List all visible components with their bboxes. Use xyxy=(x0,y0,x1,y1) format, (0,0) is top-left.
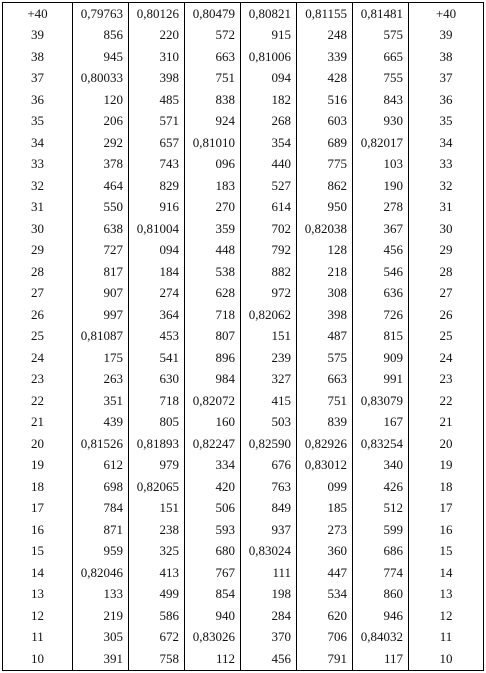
row-label-left: 14 xyxy=(3,562,73,584)
row-label-right: 36 xyxy=(439,91,453,107)
value-cell: 292 xyxy=(73,132,129,154)
value-cell: 686 xyxy=(353,541,409,563)
value-cell: 689 xyxy=(297,132,353,154)
value-cell: 378 xyxy=(73,154,129,176)
value-cell: 398 xyxy=(129,68,185,90)
value-cell: 593 xyxy=(185,519,241,541)
value-cell: 950 xyxy=(297,197,353,219)
value-cell: 185 xyxy=(297,498,353,520)
value-cell: 807 xyxy=(185,326,241,348)
row-label-right: 16 xyxy=(439,521,453,537)
value-cell: 0,82038 xyxy=(297,218,353,240)
value-cell: 657 xyxy=(129,132,185,154)
value-cell: 151 xyxy=(129,498,185,520)
value-cell: 268 xyxy=(241,111,297,133)
value-cell: 815 xyxy=(353,326,409,348)
value-cell: 775 xyxy=(297,154,353,176)
value-cell: 263 xyxy=(73,369,129,391)
value-cell: 784 xyxy=(73,498,129,520)
value-cell: 370 xyxy=(241,627,297,649)
row-label-right: 15 xyxy=(439,543,453,559)
value-cell: 428 xyxy=(297,68,353,90)
table-row xyxy=(3,476,483,498)
value-cell: 916 xyxy=(129,197,185,219)
value-cell: 160 xyxy=(185,412,241,434)
row-label-right: 11 xyxy=(439,629,453,645)
value-cell: 843 xyxy=(353,89,409,111)
row-label-left: 24 xyxy=(3,347,73,369)
value-cell: 603 xyxy=(297,111,353,133)
value-cell: 0,81526 xyxy=(73,433,129,455)
row-label-right: 21 xyxy=(439,414,453,430)
value-cell: 541 xyxy=(129,347,185,369)
value-cell: 930 xyxy=(353,111,409,133)
value-cell: 351 xyxy=(73,390,129,412)
value-cell: 133 xyxy=(73,584,129,606)
table-row xyxy=(3,240,483,262)
values-table xyxy=(2,2,484,671)
value-cell: 0,83079 xyxy=(353,390,409,412)
value-cell: 758 xyxy=(129,648,185,670)
table-row xyxy=(3,111,483,133)
value-cell: 339 xyxy=(297,46,353,68)
value-cell: 0,83254 xyxy=(353,433,409,455)
value-cell: 612 xyxy=(73,455,129,477)
value-cell: 0,81004 xyxy=(129,218,185,240)
value-cell: 972 xyxy=(241,283,297,305)
value-cell: 984 xyxy=(185,369,241,391)
value-cell: 0,82590 xyxy=(241,433,297,455)
table-row xyxy=(3,304,483,326)
row-label-left: 21 xyxy=(3,412,73,434)
table-row xyxy=(3,218,483,240)
table-row xyxy=(3,347,483,369)
value-cell: 665 xyxy=(353,46,409,68)
row-label-right: 19 xyxy=(439,457,453,473)
row-label-right: 12 xyxy=(439,607,453,623)
value-cell: 094 xyxy=(129,240,185,262)
value-cell: 838 xyxy=(185,89,241,111)
value-cell: 0,83012 xyxy=(297,455,353,477)
value-cell: 096 xyxy=(185,154,241,176)
value-cell: 359 xyxy=(185,218,241,240)
value-cell: 672 xyxy=(129,627,185,649)
value-cell: 839 xyxy=(297,412,353,434)
row-label-left: 32 xyxy=(3,175,73,197)
value-cell: 0,81006 xyxy=(241,46,297,68)
table-row xyxy=(3,89,483,111)
row-label-left: 38 xyxy=(3,46,73,68)
value-cell: 718 xyxy=(185,304,241,326)
value-cell: 310 xyxy=(129,46,185,68)
value-cell: 538 xyxy=(185,261,241,283)
value-cell: 206 xyxy=(73,111,129,133)
row-label-right: 31 xyxy=(439,199,453,215)
value-cell: 817 xyxy=(73,261,129,283)
value-cell: 871 xyxy=(73,519,129,541)
value-cell: 534 xyxy=(297,584,353,606)
value-cell: 0,81481 xyxy=(353,3,409,25)
value-cell: 572 xyxy=(185,25,241,47)
value-cell: 751 xyxy=(185,68,241,90)
value-cell: 636 xyxy=(353,283,409,305)
row-label-right: 28 xyxy=(439,263,453,279)
value-cell: 550 xyxy=(73,197,129,219)
row-label-left: 20 xyxy=(3,433,73,455)
row-label-right: 10 xyxy=(439,650,453,666)
value-cell: 151 xyxy=(241,326,297,348)
value-cell: 763 xyxy=(241,476,297,498)
value-cell: 546 xyxy=(353,261,409,283)
value-cell: 128 xyxy=(297,240,353,262)
row-label-left: 36 xyxy=(3,89,73,111)
value-cell: 792 xyxy=(241,240,297,262)
value-cell: 575 xyxy=(297,347,353,369)
value-cell: 718 xyxy=(129,390,185,412)
value-cell: 220 xyxy=(129,25,185,47)
value-cell: 726 xyxy=(353,304,409,326)
value-cell: 959 xyxy=(73,541,129,563)
value-cell: 238 xyxy=(129,519,185,541)
value-cell: 198 xyxy=(241,584,297,606)
value-cell: 630 xyxy=(129,369,185,391)
value-cell: 284 xyxy=(241,605,297,627)
value-cell: 743 xyxy=(129,154,185,176)
value-cell: 219 xyxy=(73,605,129,627)
value-cell: 907 xyxy=(73,283,129,305)
value-cell: 094 xyxy=(241,68,297,90)
value-cell: 0,81087 xyxy=(73,326,129,348)
value-cell: 391 xyxy=(73,648,129,670)
value-cell: 456 xyxy=(353,240,409,262)
value-cell: 620 xyxy=(297,605,353,627)
row-label-left: 19 xyxy=(3,455,73,477)
value-cell: 915 xyxy=(241,25,297,47)
value-cell: 527 xyxy=(241,175,297,197)
value-cell: 0,81010 xyxy=(185,132,241,154)
row-label-right: 24 xyxy=(439,349,453,365)
row-label-left: 18 xyxy=(3,476,73,498)
row-label-left: 17 xyxy=(3,498,73,520)
value-cell: 882 xyxy=(241,261,297,283)
row-label-left: 22 xyxy=(3,390,73,412)
value-cell: 774 xyxy=(353,562,409,584)
row-label-right: 26 xyxy=(439,306,453,322)
row-label-left: 12 xyxy=(3,605,73,627)
value-cell: 420 xyxy=(185,476,241,498)
value-cell: 856 xyxy=(73,25,129,47)
value-cell: 516 xyxy=(297,89,353,111)
value-cell: 599 xyxy=(353,519,409,541)
value-cell: 751 xyxy=(297,390,353,412)
table-row xyxy=(3,261,483,283)
value-cell: 614 xyxy=(241,197,297,219)
value-cell: 413 xyxy=(129,562,185,584)
value-cell: 0,82062 xyxy=(241,304,297,326)
row-label-right: 17 xyxy=(439,500,453,516)
value-cell: 184 xyxy=(129,261,185,283)
value-cell: 586 xyxy=(129,605,185,627)
value-cell: 0,82046 xyxy=(73,562,129,584)
row-label-right: 18 xyxy=(439,478,453,494)
row-label-left: 27 xyxy=(3,283,73,305)
value-cell: 937 xyxy=(241,519,297,541)
row-label-right: 39 xyxy=(439,27,453,43)
value-cell: 364 xyxy=(129,304,185,326)
value-cell: 499 xyxy=(129,584,185,606)
value-cell: 945 xyxy=(73,46,129,68)
value-cell: 628 xyxy=(185,283,241,305)
value-cell: 0,81893 xyxy=(129,433,185,455)
value-cell: 997 xyxy=(73,304,129,326)
row-label-right: 29 xyxy=(439,242,453,258)
value-cell: 360 xyxy=(297,541,353,563)
value-cell: 860 xyxy=(353,584,409,606)
value-cell: 0,80479 xyxy=(185,3,241,25)
row-label-left: +40 xyxy=(3,3,73,25)
row-label-left: 13 xyxy=(3,584,73,606)
table-row xyxy=(3,197,483,219)
row-label-right: 30 xyxy=(439,220,453,236)
value-cell: 426 xyxy=(353,476,409,498)
value-cell: 571 xyxy=(129,111,185,133)
value-cell: 0,84032 xyxy=(353,627,409,649)
table-row xyxy=(3,605,483,627)
row-label-left: 37 xyxy=(3,68,73,90)
table-row xyxy=(3,25,483,47)
value-cell: 979 xyxy=(129,455,185,477)
table-row xyxy=(3,369,483,391)
value-cell: 103 xyxy=(353,154,409,176)
row-label-left: 39 xyxy=(3,25,73,47)
value-cell: 0,81155 xyxy=(297,3,353,25)
value-cell: 909 xyxy=(353,347,409,369)
value-cell: 862 xyxy=(297,175,353,197)
value-cell: 0,82926 xyxy=(297,433,353,455)
row-label-right: 23 xyxy=(439,371,453,387)
value-cell: 706 xyxy=(297,627,353,649)
row-label-left: 10 xyxy=(3,648,73,670)
value-cell: 415 xyxy=(241,390,297,412)
value-cell: 274 xyxy=(129,283,185,305)
value-cell: 239 xyxy=(241,347,297,369)
table-row xyxy=(3,562,483,584)
row-label-right: +40 xyxy=(435,5,457,21)
value-cell: 0,80126 xyxy=(129,3,185,25)
value-cell: 485 xyxy=(129,89,185,111)
value-cell: 453 xyxy=(129,326,185,348)
value-cell: 305 xyxy=(73,627,129,649)
value-cell: 0,79763 xyxy=(73,3,129,25)
value-cell: 334 xyxy=(185,455,241,477)
table-row xyxy=(3,68,483,90)
table-row xyxy=(3,175,483,197)
value-cell: 663 xyxy=(185,46,241,68)
value-cell: 111 xyxy=(241,562,297,584)
row-label-left: 15 xyxy=(3,541,73,563)
row-label-left: 26 xyxy=(3,304,73,326)
value-cell: 512 xyxy=(353,498,409,520)
value-cell: 327 xyxy=(241,369,297,391)
table-row xyxy=(3,584,483,606)
value-cell: 805 xyxy=(129,412,185,434)
row-label-right: 33 xyxy=(439,156,453,172)
value-cell: 398 xyxy=(297,304,353,326)
value-cell: 506 xyxy=(185,498,241,520)
value-cell: 120 xyxy=(73,89,129,111)
row-label-left: 25 xyxy=(3,326,73,348)
value-cell: 218 xyxy=(297,261,353,283)
table-row xyxy=(3,648,483,670)
row-label-right: 13 xyxy=(439,586,453,602)
table-row xyxy=(3,3,483,25)
row-label-left: 31 xyxy=(3,197,73,219)
value-cell: 270 xyxy=(185,197,241,219)
table-row xyxy=(3,412,483,434)
value-cell: 117 xyxy=(353,648,409,670)
value-cell: 896 xyxy=(185,347,241,369)
table-row xyxy=(3,541,483,563)
value-cell: 273 xyxy=(297,519,353,541)
value-cell: 0,82247 xyxy=(185,433,241,455)
value-cell: 0,82017 xyxy=(353,132,409,154)
value-cell: 487 xyxy=(297,326,353,348)
row-label-left: 33 xyxy=(3,154,73,176)
table-row xyxy=(3,132,483,154)
row-label-right: 32 xyxy=(439,177,453,193)
value-cell: 183 xyxy=(185,175,241,197)
row-label-right: 25 xyxy=(439,328,453,344)
value-cell: 849 xyxy=(241,498,297,520)
row-label-right: 27 xyxy=(439,285,453,301)
row-label-left: 16 xyxy=(3,519,73,541)
row-label-left: 23 xyxy=(3,369,73,391)
table-row xyxy=(3,283,483,305)
value-cell: 0,83026 xyxy=(185,627,241,649)
value-cell: 663 xyxy=(297,369,353,391)
value-cell: 940 xyxy=(185,605,241,627)
value-cell: 575 xyxy=(353,25,409,47)
value-cell: 440 xyxy=(241,154,297,176)
row-label-left: 34 xyxy=(3,132,73,154)
row-label-left: 30 xyxy=(3,218,73,240)
table-row xyxy=(3,154,483,176)
value-cell: 702 xyxy=(241,218,297,240)
value-cell: 0,83024 xyxy=(241,541,297,563)
value-cell: 447 xyxy=(297,562,353,584)
value-cell: 308 xyxy=(297,283,353,305)
row-label-right: 38 xyxy=(439,48,453,64)
row-label-right: 20 xyxy=(439,435,453,451)
value-cell: 190 xyxy=(353,175,409,197)
value-cell: 755 xyxy=(353,68,409,90)
value-cell: 439 xyxy=(73,412,129,434)
table-row xyxy=(3,433,483,455)
table-row xyxy=(3,627,483,649)
value-cell: 112 xyxy=(185,648,241,670)
row-label-right: 35 xyxy=(439,113,453,129)
table-row xyxy=(3,455,483,477)
value-cell: 946 xyxy=(353,605,409,627)
value-cell: 767 xyxy=(185,562,241,584)
value-cell: 0,82065 xyxy=(129,476,185,498)
value-cell: 991 xyxy=(353,369,409,391)
row-label-right: 34 xyxy=(439,134,453,150)
row-label-left: 35 xyxy=(3,111,73,133)
table-row xyxy=(3,390,483,412)
value-cell: 680 xyxy=(185,541,241,563)
value-cell: 099 xyxy=(297,476,353,498)
value-cell: 676 xyxy=(241,455,297,477)
row-label-right: 37 xyxy=(439,70,453,86)
value-cell: 0,80821 xyxy=(241,3,297,25)
value-cell: 0,82072 xyxy=(185,390,241,412)
table-row xyxy=(3,326,483,348)
value-cell: 340 xyxy=(353,455,409,477)
value-cell: 182 xyxy=(241,89,297,111)
row-label-left: 28 xyxy=(3,261,73,283)
value-cell: 829 xyxy=(129,175,185,197)
row-label-right: 14 xyxy=(439,564,453,580)
table-row xyxy=(3,46,483,68)
value-cell: 367 xyxy=(353,218,409,240)
value-cell: 791 xyxy=(297,648,353,670)
table-row xyxy=(3,519,483,541)
value-cell: 325 xyxy=(129,541,185,563)
value-cell: 175 xyxy=(73,347,129,369)
value-cell: 278 xyxy=(353,197,409,219)
row-label-left: 29 xyxy=(3,240,73,262)
value-cell: 854 xyxy=(185,584,241,606)
value-cell: 0,80033 xyxy=(73,68,129,90)
value-cell: 448 xyxy=(185,240,241,262)
value-cell: 698 xyxy=(73,476,129,498)
value-cell: 727 xyxy=(73,240,129,262)
row-label-right: 22 xyxy=(439,392,453,408)
value-cell: 503 xyxy=(241,412,297,434)
value-cell: 248 xyxy=(297,25,353,47)
value-cell: 464 xyxy=(73,175,129,197)
value-cell: 167 xyxy=(353,412,409,434)
value-cell: 456 xyxy=(241,648,297,670)
row-label-left: 11 xyxy=(3,627,73,649)
value-cell: 924 xyxy=(185,111,241,133)
value-cell: 354 xyxy=(241,132,297,154)
value-cell: 638 xyxy=(73,218,129,240)
table-row xyxy=(3,498,483,520)
